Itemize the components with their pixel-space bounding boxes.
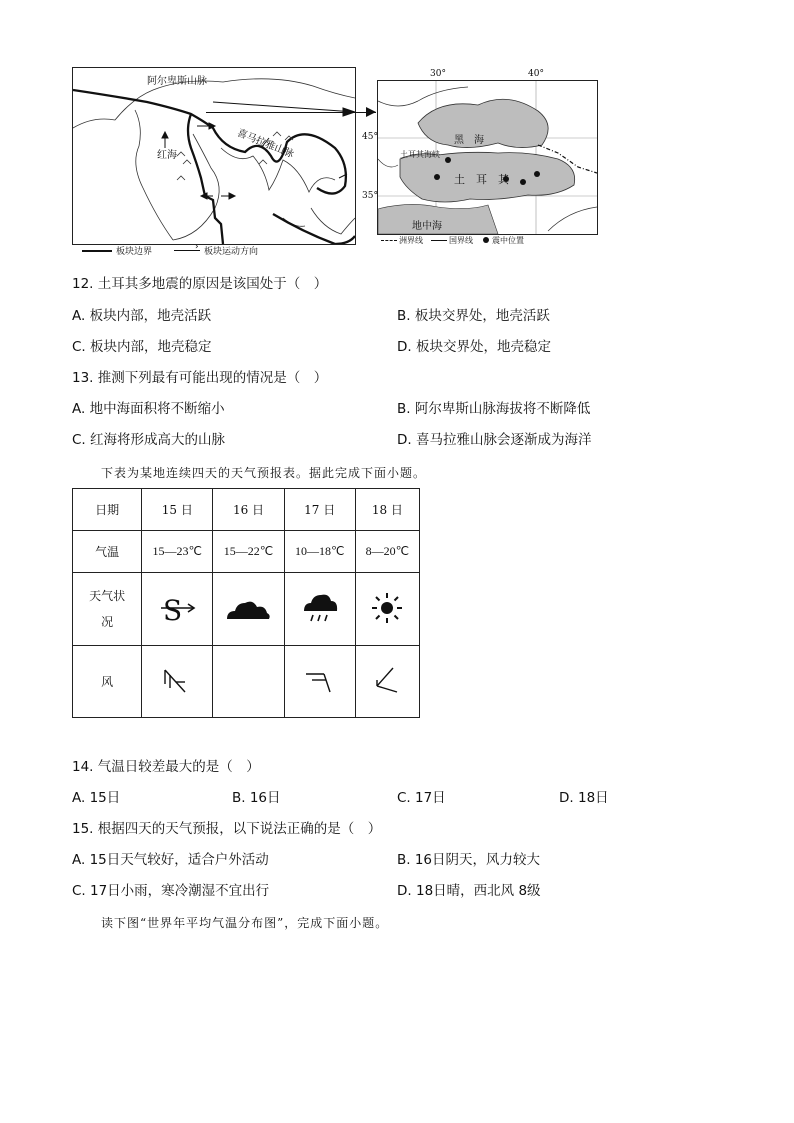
question-13-option-a[interactable]: A. 地中海面积将不断缩小 <box>72 401 225 417</box>
question-12-stem: 12. 土耳其多地震的原因是该国处于（ ） <box>72 276 328 292</box>
red-sea-label: 红海 <box>157 150 177 161</box>
question-13-option-c[interactable]: C. 红海将形成高大的山脉 <box>72 432 226 448</box>
temp-16: 15—22℃ <box>213 531 284 573</box>
country-line-sample <box>431 240 447 241</box>
question-12-option-b[interactable]: B. 板块交界处，地壳活跃 <box>397 308 550 324</box>
date-15: 15 日 <box>142 489 213 531</box>
turkey-map-legend <box>381 235 596 247</box>
boundary-legend-line <box>82 250 112 252</box>
weather-row-label-line1: 天气状 <box>89 589 126 603</box>
mediterranean-label: 地中海 <box>412 221 442 232</box>
question-15-option-a[interactable]: A. 15日天气较好，适合户外活动 <box>72 852 269 868</box>
boundary-legend-label: 板块边界 <box>116 247 153 257</box>
wind-barb-icon <box>157 662 197 698</box>
question-15-option-c[interactable]: C. 17日小雨，寒冷潮湿不宜出行 <box>72 883 270 899</box>
arrow-head-icon: › <box>195 242 199 252</box>
date-16: 16 日 <box>213 489 284 531</box>
weather-16 <box>213 573 284 646</box>
strait-label: 土耳其海峡 <box>400 150 440 159</box>
wind-row-label: 风 <box>73 646 142 718</box>
question-13-option-b[interactable]: B. 阿尔卑斯山脉海拔将不断降低 <box>397 401 591 417</box>
lat-45-label: 45° <box>362 132 378 142</box>
question-14-option-b[interactable]: B. 16日 <box>232 790 281 806</box>
question-14-option-d[interactable]: D. 18日 <box>559 790 609 806</box>
question-12-option-c[interactable]: C. 板块内部，地壳稳定 <box>72 339 212 355</box>
date-18: 18 日 <box>355 489 419 531</box>
country-line-label: 国界线 <box>449 236 473 245</box>
wind-barb-icon <box>367 662 407 698</box>
weather-row-label <box>73 573 142 646</box>
plate-map-drawing <box>73 68 355 244</box>
light-rain-icon <box>300 589 340 627</box>
date-row <box>73 489 420 531</box>
question-15-option-d[interactable]: D. 18日晴，西北风 8级 <box>397 883 541 899</box>
weather-row-label-line2: 况 <box>101 615 114 629</box>
lon-40-label: 40° <box>528 69 544 79</box>
sandstorm-icon <box>157 590 197 626</box>
direction-legend-label: 板块运动方向 <box>204 247 259 257</box>
overcast-icon <box>223 593 273 623</box>
temp-row-label: 气温 <box>73 531 142 573</box>
turkey-map <box>362 69 598 235</box>
turkey-label: 土 耳 其 <box>454 173 509 186</box>
table-intro: 下表为某地连续四天的天气预报表。据此完成下面小题。 <box>101 466 427 480</box>
date-17: 17 日 <box>284 489 355 531</box>
sunny-icon <box>369 590 405 626</box>
question-13-option-d[interactable]: D. 喜马拉雅山脉会逐渐成为海洋 <box>397 432 592 448</box>
question-12-option-d[interactable]: D. 板块交界处，地壳稳定 <box>397 339 551 355</box>
plate-map-legend <box>82 244 312 258</box>
wind-row <box>73 646 420 718</box>
question-15-stem: 15. 根据四天的天气预报，以下说法正确的是（ ） <box>72 821 382 837</box>
wind-16 <box>213 646 284 718</box>
weather-forecast-table <box>72 488 420 718</box>
weather-17 <box>284 573 355 646</box>
alps-label: 阿尔卑斯山脉 <box>147 76 207 87</box>
question-14-option-a[interactable]: A. 15日 <box>72 790 121 806</box>
map-link-arrow <box>206 112 376 113</box>
question-14-option-c[interactable]: C. 17日 <box>397 790 446 806</box>
quake-dot-icon <box>483 237 489 243</box>
temp-15: 15—23℃ <box>142 531 213 573</box>
map-link-arrow-head <box>366 107 376 117</box>
weather-18 <box>355 573 419 646</box>
question-12-option-a[interactable]: A. 板块内部，地壳活跃 <box>72 308 212 324</box>
next-figure-intro: 读下图“世界年平均气温分布图”，完成下面小题。 <box>101 916 389 930</box>
black-sea-label: 黑 海 <box>454 135 484 146</box>
temp-17: 10—18℃ <box>284 531 355 573</box>
temp-18: 8—20℃ <box>355 531 419 573</box>
date-row-label: 日期 <box>73 489 142 531</box>
himalaya-label: 喜马拉雅山脉 <box>235 127 296 161</box>
weather-15 <box>142 573 213 646</box>
lon-30-label: 30° <box>430 69 446 79</box>
wind-15 <box>142 646 213 718</box>
temp-row <box>73 531 420 573</box>
continent-line-sample <box>381 240 397 241</box>
question-13-stem: 13. 推测下列最有可能出现的情况是（ ） <box>72 370 328 386</box>
wind-17 <box>284 646 355 718</box>
plate-map <box>72 67 356 245</box>
wind-18 <box>355 646 419 718</box>
continent-line-label: 洲界线 <box>399 236 423 245</box>
question-14-stem: 14. 气温日较差最大的是（ ） <box>72 759 260 775</box>
quake-label: 震中位置 <box>492 236 524 245</box>
wind-barb-icon <box>300 662 340 698</box>
svg-text:S: S <box>163 593 183 626</box>
question-15-option-b[interactable]: B. 16日阴天，风力较大 <box>397 852 541 868</box>
lat-35-label: 35° <box>362 191 378 201</box>
weather-row <box>73 573 420 646</box>
